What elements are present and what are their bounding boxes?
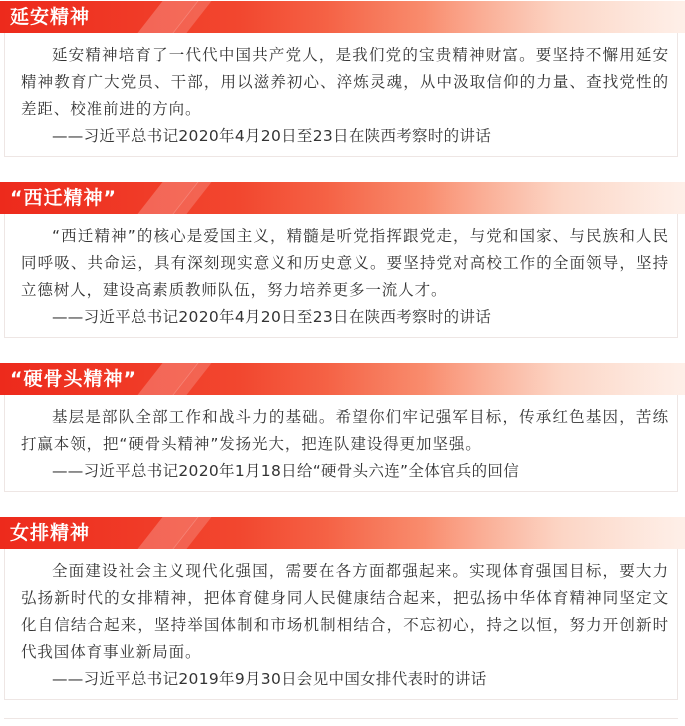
bottom-divider — [4, 718, 678, 719]
section-title: “西迁精神” — [10, 187, 117, 209]
section-header — [0, 363, 685, 395]
section-quote: ——习近平总书记2019年9月30日会见中国女排代表时的讲话 — [52, 670, 487, 688]
section-header — [0, 182, 685, 214]
section-paragraph: 全面建设社会主义现代化强国，需要在各方面都强起来。实现体育强国目标，要大力弘扬新时代的女排精神，把体育健身同人民健康结合起来，把弘扬中华体育精神同坚定文化自信结合起来，坚持举国体制和市场机制相结合，不忘初心，持之以恒，努力开创新时代我国体育事业新局面。 — [21, 562, 669, 661]
section-quote: ——习近平总书记2020年4月20日至23日在陕西考察时的讲话 — [52, 127, 492, 145]
section-title: 延安精神 — [10, 6, 91, 28]
section-title: 女排精神 — [10, 522, 91, 544]
section-xiqian-spirit — [0, 182, 685, 338]
section-header — [0, 517, 685, 549]
section-body — [4, 395, 678, 492]
section-paragraph: “西迁精神”的核心是爱国主义，精髓是听党指挥跟党走，与党和国家、与民族和人民同呼吸、共命运，具有深刻现实意义和历史意义。要坚持党对高校工作的全面领导，坚持立德树人，建设高素质教师队伍，努力培养更多一流人才。 — [21, 227, 669, 299]
section-yanan-spirit — [0, 1, 685, 157]
section-header — [0, 1, 685, 33]
section-yinggutou-spirit — [0, 363, 685, 492]
section-nvpai-spirit — [0, 517, 685, 700]
section-quote: ——习近平总书记2020年1月18日给“硬骨头六连”全体官兵的回信 — [52, 462, 519, 480]
section-body — [4, 214, 678, 338]
section-quote: ——习近平总书记2020年4月20日至23日在陕西考察时的讲话 — [52, 308, 492, 326]
section-paragraph: 基层是部队全部工作和战斗力的基础。希望你们牢记强军目标，传承红色基因，苦练打赢本领，把“硬骨头精神”发扬光大，把连队建设得更加坚强。 — [21, 408, 669, 453]
section-body — [4, 33, 678, 157]
section-title: “硬骨头精神” — [10, 368, 137, 390]
section-paragraph: 延安精神培育了一代代中国共产党人，是我们党的宝贵精神财富。要坚持不懈用延安精神教育广大党员、干部，用以滋养初心、淬炼灵魂，从中汲取信仰的力量、查找党性的差距、校准前进的方向。 — [21, 46, 669, 118]
section-body — [4, 549, 678, 700]
